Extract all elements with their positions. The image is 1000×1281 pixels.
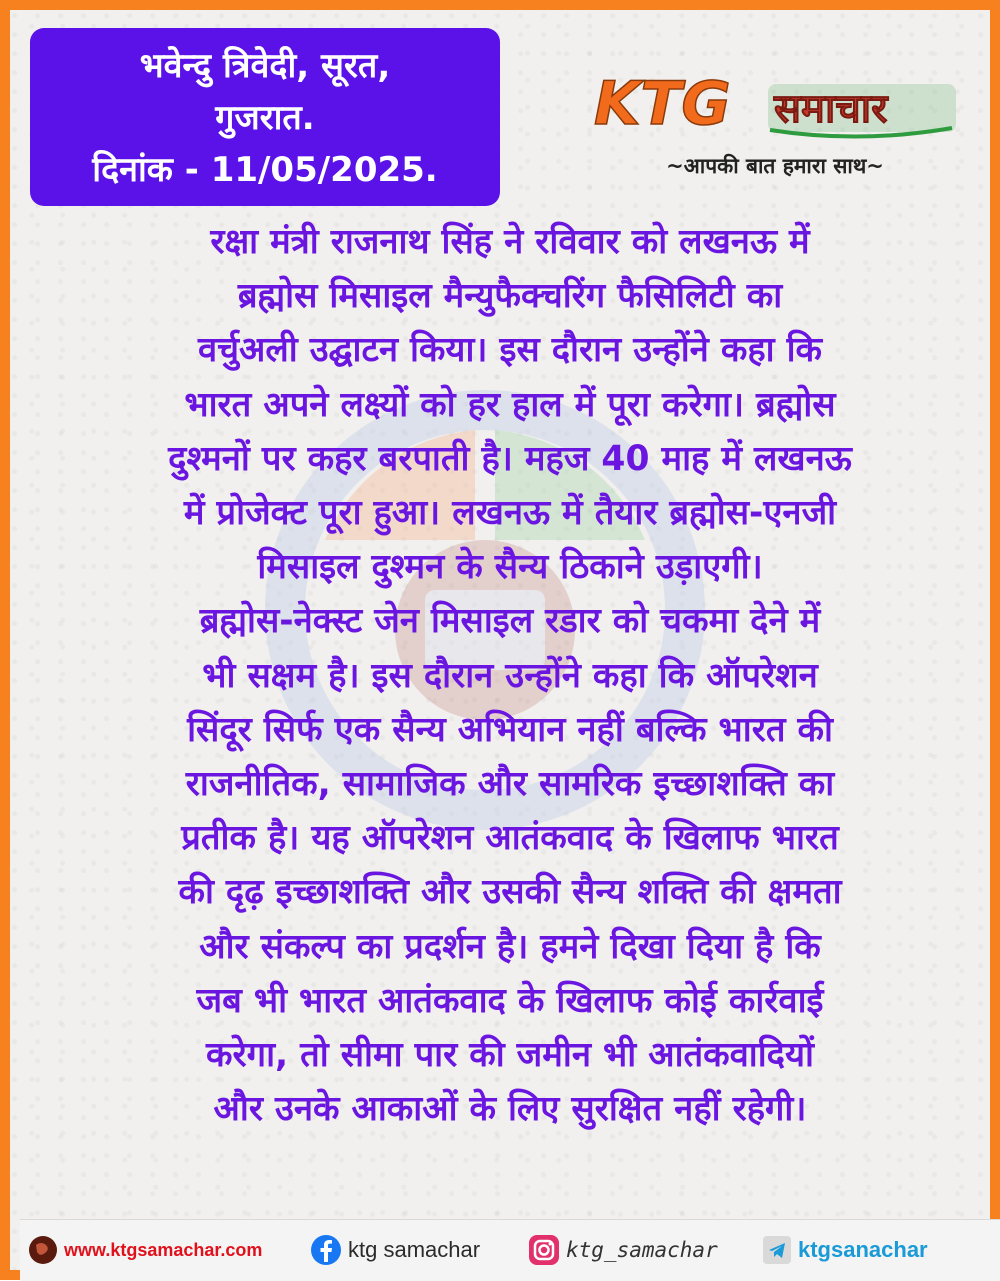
telegram-icon	[762, 1235, 792, 1265]
telegram-link[interactable]: ktgsanachar	[798, 1237, 928, 1262]
footer-telegram[interactable]	[762, 1234, 928, 1266]
article-line: राजनीतिक, सामाजिक और सामरिक इच्छाशक्ति का	[185, 764, 835, 805]
article-body	[22, 215, 998, 1136]
footer-facebook[interactable]	[310, 1234, 480, 1266]
article-line: मिसाइल दुश्मन के सैन्य ठिकाने उड़ाएगी।	[257, 547, 763, 588]
website-link[interactable]: www.ktgsamachar.com	[64, 1239, 263, 1260]
article-line: जब भी भारत आतंकवाद के खिलाफ कोई कार्रवाई	[196, 980, 824, 1021]
byline-date: दिनांक - 11/05/2025.	[92, 150, 438, 190]
article-line: प्रतीक है। यह ऑपरेशन आतंकवाद के खिलाफ भारत	[181, 818, 839, 859]
logo-samachar-text: समाचार	[774, 86, 888, 132]
footer-bar	[20, 1219, 1000, 1281]
article-line: और संकल्प का प्रदर्शन है। हमने दिखा दिया है कि	[199, 926, 821, 967]
footer-instagram[interactable]	[528, 1234, 718, 1266]
article-line: वर्चुअली उद्घाटन किया। इस दौरान उन्होंने कहा कि	[197, 330, 823, 371]
article-line: की दृढ़ इच्छाशक्ति और उसकी सैन्य शक्ति की क्षमता	[178, 872, 842, 913]
logo-ktg-text: KTG	[594, 69, 731, 139]
article-line: करेगा, तो सीमा पार की जमीन भी आतंकवादियों	[206, 1035, 814, 1076]
byline-box	[30, 28, 500, 206]
instagram-link[interactable]: ktg_samachar	[566, 1238, 718, 1262]
article-line: सिंदूर सिर्फ एक सैन्य अभियान नहीं बल्कि भारत की	[187, 709, 833, 750]
instagram-icon	[528, 1234, 560, 1266]
article-line: भी सक्षम है। इस दौरान उन्होंने कहा कि ऑपरेशन	[202, 655, 818, 696]
logo-tagline: ~आपकी बात हमारा साथ~	[666, 154, 884, 178]
byline-author: भवेन्दु त्रिवेदी, सूरत,	[139, 46, 391, 86]
article-line: भारत अपने लक्ष्यों को हर हाल में पूरा करेगा। ब्रह्मोस	[184, 384, 836, 425]
article-line: दुश्मनों पर कहर बरपाती है। महज 40 माह में लखनऊ	[168, 438, 852, 479]
footer-website[interactable]	[28, 1234, 262, 1266]
article-line: ब्रह्मोस मिसाइल मैन्युफैक्चरिंग फैसिलिटी का	[237, 276, 783, 317]
article-line: ब्रह्मोस-नेक्स्ट जेन मिसाइल रडार को चकमा देने में	[199, 601, 821, 642]
byline-state: गुजरात.	[215, 98, 315, 138]
ktg-logo	[590, 68, 970, 198]
facebook-icon	[310, 1234, 342, 1266]
globe-icon	[28, 1235, 58, 1265]
facebook-link[interactable]: ktg samachar	[348, 1237, 481, 1262]
article-line: रक्षा मंत्री राजनाथ सिंह ने रविवार को लखनऊ में	[210, 222, 810, 262]
article-line: और उनके आकाओं के लिए सुरक्षित नहीं रहेगी।	[213, 1089, 807, 1130]
article-line: में प्रोजेक्ट पूरा हुआ। लखनऊ में तैयार ब्रह्मोस-एनजी	[183, 493, 837, 534]
ktg-logo-icon	[590, 68, 960, 148]
